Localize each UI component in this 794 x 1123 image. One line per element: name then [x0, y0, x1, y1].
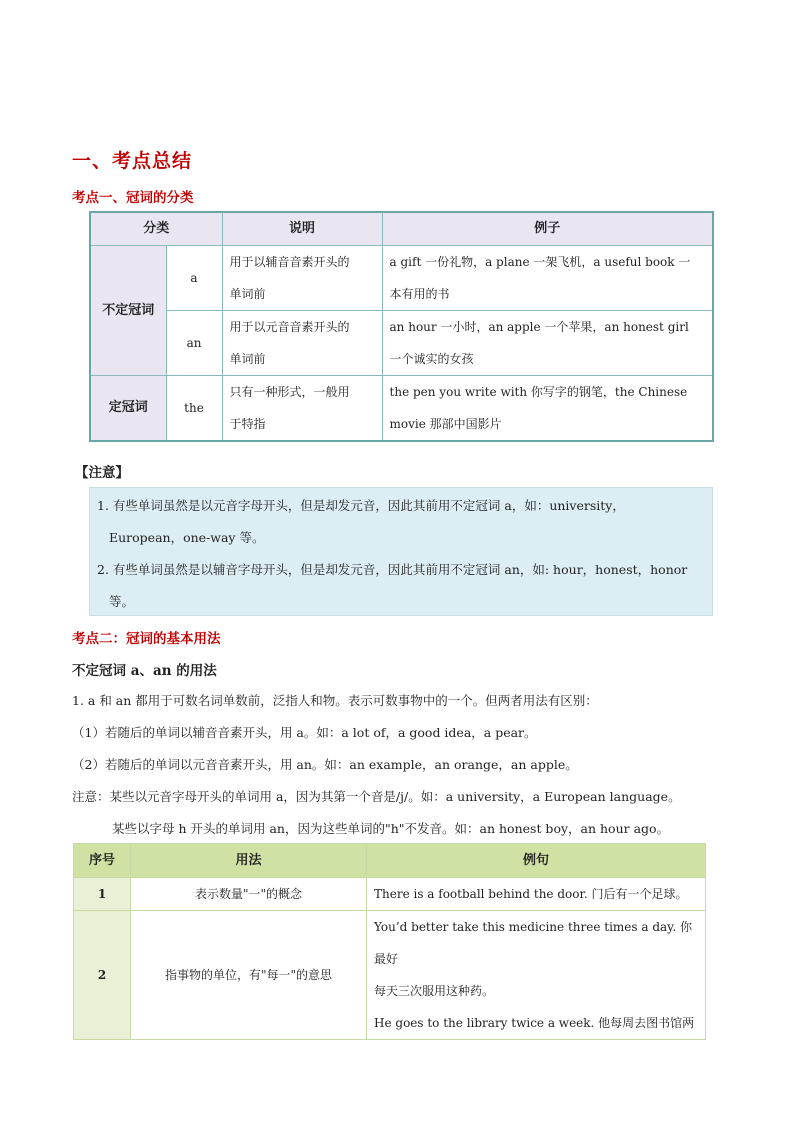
article-examples	[382, 246, 713, 311]
description-line: 单词前	[229, 287, 266, 301]
row-number: 2	[74, 911, 131, 1040]
group-definite-article: 定冠词	[90, 376, 166, 442]
section1-title: 考点一、冠词的分类	[72, 190, 194, 206]
description-line: 只有一种形式，一般用	[229, 385, 350, 399]
header-category: 分类	[90, 212, 222, 246]
note-box	[89, 487, 713, 616]
header-description: 说明	[222, 212, 382, 246]
table-header-row	[90, 212, 713, 246]
note-line: 等。	[109, 594, 135, 609]
description-line: 于特指	[229, 417, 266, 431]
example-line: 一个诚实的女孩	[389, 352, 474, 366]
table-header-row	[74, 844, 706, 878]
table-row	[74, 911, 706, 1040]
example-line: the pen you write with 你写字的钢笔，the Chinese	[389, 385, 688, 399]
note-line: European，one-way 等。	[109, 530, 265, 545]
header-examples: 例子	[382, 212, 713, 246]
row-number: 1	[74, 878, 131, 911]
indefinite-article-usage-table	[73, 843, 706, 1040]
example-line: 每天三次服用这种药。	[374, 984, 495, 998]
section2-title: 考点二：冠词的基本用法	[72, 631, 221, 647]
example-line: a gift 一份礼物，a plane 一架飞机，a useful book 一	[389, 255, 691, 269]
group-indefinite-article: 不定冠词	[90, 246, 166, 376]
example-line: 本有用的书	[389, 287, 450, 301]
header-usage: 用法	[131, 844, 367, 878]
description-line: 用于以辅音音素开头的	[229, 255, 350, 269]
paragraph: 注意：某些以元音字母开头的单词用 a，因为其第一个音是/j/。如：a university，a European language。	[72, 789, 681, 804]
row-example	[367, 911, 706, 1040]
note-line: 1. 有些单词虽然是以元音字母开头，但是却发元音，因此其前用不定冠词 a，如：university，	[97, 498, 625, 513]
table-row	[90, 376, 713, 442]
example-line: There is a football behind the door. 门后有一个足球。	[374, 887, 688, 901]
example-line: an hour 一小时，an apple 一个苹果，an honest girl	[389, 320, 689, 334]
table-row	[90, 246, 713, 311]
description-line: 用于以元音音素开头的	[229, 320, 350, 334]
page-heading: 一、考点总结	[72, 150, 193, 172]
article-form: a	[166, 246, 222, 311]
paragraph: （2）若随后的单词以元音音素开头，用 an。如：an example，an orange，an apple。	[72, 757, 578, 772]
paragraph: 某些以字母 h 开头的单词用 an，因为这些单词的"h"不发音。如：an honest boy，an hour ago。	[112, 821, 670, 836]
row-usage: 表示数量"一"的概念	[131, 878, 367, 911]
example-line: You’d better take this medicine three times a day. 你最好	[374, 920, 692, 966]
article-description	[222, 246, 382, 311]
article-form: an	[166, 311, 222, 376]
note-line: 2. 有些单词虽然是以辅音字母开头，但是却发元音，因此其前用不定冠词 an，如: hour，honest，honor	[97, 562, 688, 577]
note-title: 【注意】	[75, 465, 129, 481]
article-description	[222, 311, 382, 376]
table-row	[90, 311, 713, 376]
article-description	[222, 376, 382, 442]
paragraph: （1）若随后的单词以辅音音素开头，用 a。如：a lot of，a good idea，a pear。	[72, 725, 537, 740]
row-usage: 指事物的单位，有"每一"的意思	[131, 911, 367, 1040]
article-classification-table	[89, 211, 714, 442]
article-examples	[382, 311, 713, 376]
header-number: 序号	[74, 844, 131, 878]
header-example-sentence: 例句	[367, 844, 706, 878]
article-form: the	[166, 376, 222, 442]
section2-subtitle: 不定冠词 a、an 的用法	[72, 663, 217, 679]
example-line: He goes to the library twice a week. 他每周去图书馆两	[374, 1016, 695, 1030]
table-row	[74, 878, 706, 911]
row-example	[367, 878, 706, 911]
description-line: 单词前	[229, 352, 266, 366]
paragraph: 1. a 和 an 都用于可数名词单数前，泛指人和物。表示可数事物中的一个。但两者用法有区别：	[72, 693, 598, 708]
example-line: movie 那部中国影片	[389, 417, 502, 431]
article-examples	[382, 376, 713, 442]
